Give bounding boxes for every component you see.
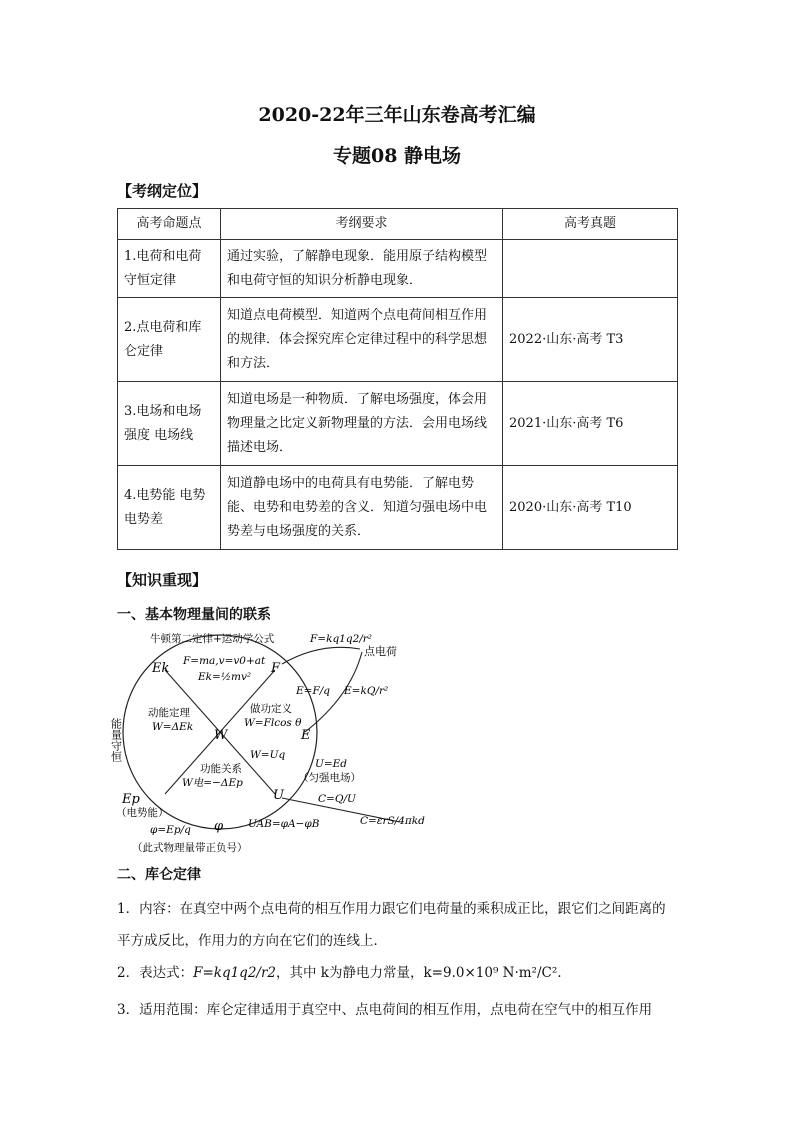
node-w: W	[214, 728, 228, 743]
exam-reference-cell: 2022·山东·高考 T3	[503, 298, 678, 382]
potential-definition-formula: φ=Ep/q	[150, 824, 191, 836]
exam-point-cell: 4.电势能 电势 电势差	[118, 466, 221, 550]
requirement-cell: 知道电场是一种物质．了解电场强度，体会用物理量之比定义新物理量的方法．会用电场线描述电场．	[221, 382, 503, 466]
column-header: 考纲要求	[221, 209, 503, 240]
node-ek: Ek	[152, 661, 170, 676]
energy-conservation-label: 能量守恒	[110, 718, 123, 762]
outline-heading: 【考纲定位】	[117, 182, 208, 200]
kinetic-theorem-label: 动能定理	[148, 707, 190, 719]
table-row	[118, 240, 678, 298]
document-title: 2020-22年三年山东卷高考汇编	[258, 104, 536, 126]
table-row	[118, 298, 678, 382]
coulomb-law-scope: 3．适用范围：库仑定律适用于真空中、点电荷间的相互作用，点电荷在空气中的相互作用	[117, 1002, 653, 1018]
exam-point-cell: 3.电场和电场强度 电场线	[118, 382, 221, 466]
uniform-field-formula: U=Ed	[315, 758, 348, 770]
work-definition-label: 做功定义	[250, 703, 292, 715]
potential-difference-formula: UAB=φA−φB	[248, 818, 320, 830]
expression-prefix: 2．表达式：	[117, 965, 194, 981]
exam-reference-cell	[503, 240, 678, 298]
table-row	[118, 382, 678, 466]
function-relation-label: 功能关系	[200, 763, 242, 775]
kinetic-energy-formula: Ek=½mv²	[198, 671, 252, 683]
table-row	[118, 466, 678, 550]
column-header: 高考命题点	[118, 209, 221, 240]
physics-relations-diagram	[110, 622, 440, 862]
outline-table	[117, 208, 678, 550]
capacitance-definition-formula: C=Q/U	[318, 793, 356, 805]
newton-law-label: 牛顿第二定律+运动学公式	[150, 633, 275, 645]
section-1-heading: 一、基本物理量间的联系	[117, 607, 271, 623]
exam-point-cell: 1.电荷和电荷守恒定律	[118, 240, 221, 298]
coulomb-law-expression	[117, 963, 679, 983]
point-charge-label: 点电荷	[364, 645, 397, 658]
expression-suffix: ，其中 k为静电力常量，k=9.0×10⁹ N·m²/C².	[276, 965, 562, 981]
potential-energy-label: （电势能）	[116, 807, 169, 819]
node-e: E	[301, 728, 311, 743]
requirement-cell: 知道点电荷模型．知道两个点电荷间相互作用的规律．体会探究库仑定律过程中的科学思想和方法．	[221, 298, 503, 382]
document-subtitle: 专题08 静电场	[332, 145, 462, 167]
requirement-cell: 通过实验，了解静电现象．能用原子结构模型和电荷守恒的知识分析静电现象．	[221, 240, 503, 298]
node-f: F	[271, 661, 281, 676]
exam-reference-cell: 2020·山东·高考 T10	[503, 466, 678, 550]
section-2-heading: 二、库仑定律	[117, 867, 201, 883]
column-header: 高考真题	[503, 209, 678, 240]
knowledge-heading: 【知识重现】	[117, 571, 208, 589]
work-definition-formula: W=Flcos θ	[244, 717, 302, 729]
work-voltage-formula: W=Uq	[250, 749, 286, 761]
coulomb-formula: F=kq1q2/r²	[310, 633, 373, 645]
table-header-row	[118, 209, 678, 240]
sign-note: （此式物理量带正负号）	[132, 842, 248, 854]
newton-formula: F=ma,v=v0+at	[183, 655, 266, 667]
exam-reference-cell: 2021·山东·高考 T6	[503, 382, 678, 466]
requirement-cell: 知道静电场中的电荷具有电势能．了解电势能、电势和电势差的含义．知道匀强电场中电势差与电场强度的关系．	[221, 466, 503, 550]
uniform-field-label: （匀强电场）	[298, 772, 361, 784]
expression-formula: F=kq1q2/r2	[193, 965, 277, 981]
node-phi: φ	[214, 819, 224, 834]
exam-point-cell: 2.点电荷和库仑定律	[118, 298, 221, 382]
function-relation-formula: W电=−ΔEp	[182, 777, 243, 789]
field-definition-formula: E=F/q	[296, 685, 331, 697]
plate-capacitance-formula: C=εrS/4πkd	[360, 815, 425, 827]
kinetic-theorem-formula: W=ΔEk	[152, 721, 194, 733]
node-ep: Ep	[122, 792, 140, 807]
point-field-formula: E=kQ/r²	[344, 685, 389, 697]
coulomb-law-content: 1．内容：在真空中两个点电荷的相互作用力跟它们电荷量的乘积成正比，跟它们之间距离的平方成反比，作用力的方向在它们的连线上．	[117, 901, 666, 949]
coulomb-curve	[282, 647, 360, 664]
node-u: U	[273, 788, 284, 803]
